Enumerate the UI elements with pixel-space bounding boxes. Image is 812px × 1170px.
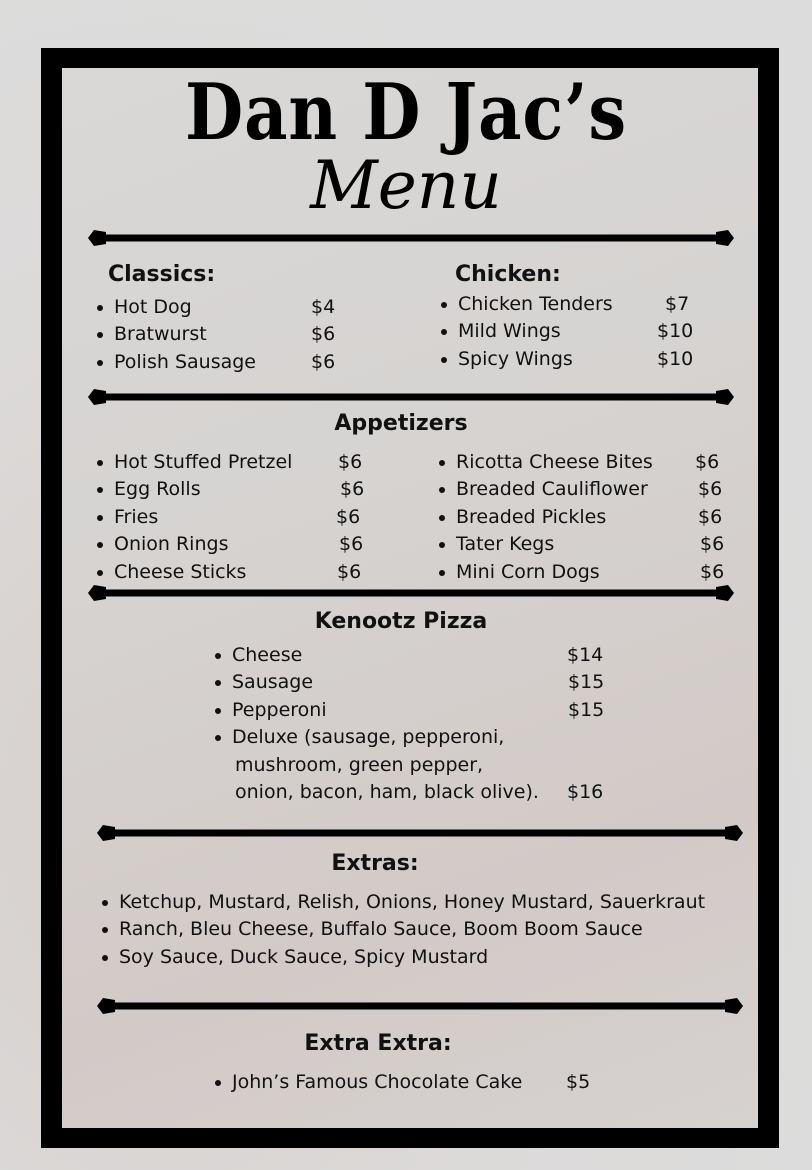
list-item	[213, 669, 613, 696]
item-name: Breaded Pickles	[456, 505, 607, 528]
item-price: $15	[568, 671, 605, 694]
restaurant-name: Dan D Jac’s	[185, 67, 627, 158]
list-item	[439, 318, 709, 345]
list-item	[437, 531, 737, 558]
list-item	[95, 476, 385, 503]
pizza-heading: Kenootz Pizza	[314, 609, 488, 634]
list-item: Ranch, Bleu Cheese, Buffalo Sauce, Boom Boom Sauce	[100, 916, 740, 943]
item-name: Pepperoni	[232, 698, 327, 721]
list-item: Soy Sauce, Duck Sauce, Spicy Mustard	[100, 944, 740, 971]
item-price: $7	[665, 293, 690, 315]
item-price: $6	[700, 560, 725, 583]
item-name: Hot Dog	[114, 296, 192, 318]
extras-list	[100, 889, 740, 971]
list-item	[213, 642, 613, 669]
list-item	[95, 294, 355, 321]
item-name: Fries	[114, 505, 159, 528]
chicken-list	[439, 291, 709, 373]
item-name: Polish Sausage	[114, 350, 256, 373]
list-item: Ketchup, Mustard, Relish, Onions, Honey Mustard, Sauerkraut	[100, 889, 740, 916]
divider-3	[88, 583, 734, 603]
divider-4	[97, 823, 743, 843]
list-item	[437, 559, 737, 586]
item-price: $6	[695, 451, 720, 473]
item-name: Cheese	[232, 644, 303, 666]
divider-5	[97, 996, 743, 1016]
item-name: Cheese Sticks	[114, 560, 247, 583]
item-price: $6	[337, 560, 362, 583]
extras-heading: Extras:	[331, 851, 419, 876]
item-name: Mini Corn Dogs	[456, 560, 600, 583]
item-price: $4	[311, 296, 336, 318]
menu-title: Menu	[310, 147, 502, 224]
deluxe-line-2: mushroom, green pepper,	[235, 753, 484, 776]
item-name: Egg Rolls	[114, 478, 201, 501]
list-item	[439, 346, 709, 373]
item-name: Onion Rings	[114, 533, 229, 556]
item-price: $14	[567, 644, 604, 666]
item-price: $6	[700, 533, 725, 556]
item-price: $10	[657, 347, 694, 370]
item-price: $6	[338, 451, 363, 473]
divider-1	[88, 228, 734, 248]
classics-heading: Classics:	[108, 262, 216, 287]
item-name: Chicken Tenders	[458, 293, 613, 315]
list-item	[95, 559, 385, 586]
list-item	[213, 1069, 613, 1096]
list-item	[437, 476, 737, 503]
item-price: $6	[336, 505, 361, 528]
item-name: Bratwurst	[114, 323, 207, 346]
item-price: $6	[311, 350, 336, 373]
list-item	[95, 449, 385, 476]
list-item	[213, 697, 613, 724]
item-name: Ricotta Cheese Bites	[456, 451, 653, 473]
list-item	[437, 449, 737, 476]
item-price: $6	[340, 478, 365, 501]
list-item	[213, 724, 613, 806]
extra-extra-list	[213, 1069, 613, 1096]
item-name: Mild Wings	[458, 320, 561, 343]
item-price: $16	[567, 781, 604, 804]
item-name: Spicy Wings	[458, 347, 573, 370]
item-price: $6	[339, 533, 364, 556]
item-price: $6	[698, 505, 723, 528]
list-item	[95, 321, 355, 348]
item-price: $15	[568, 698, 605, 721]
list-item	[437, 504, 737, 531]
chicken-heading: Chicken:	[455, 262, 561, 287]
item-price: $5	[566, 1071, 591, 1093]
deluxe-line-3: onion, bacon, ham, black olive).	[235, 781, 539, 804]
pizza-list	[213, 642, 613, 806]
item-name: Sausage	[232, 671, 314, 694]
deluxe-line-3-row	[232, 779, 613, 806]
list-item	[95, 349, 355, 376]
item-name: Breaded Cauliflower	[456, 478, 648, 501]
divider-2	[88, 387, 734, 407]
list-item	[95, 531, 385, 558]
list-item	[439, 291, 709, 318]
item-name: Hot Stuffed Pretzel	[114, 451, 293, 473]
item-name: John’s Famous Chocolate Cake	[232, 1071, 523, 1093]
extra-extra-heading: Extra Extra:	[304, 1031, 452, 1056]
item-price: $10	[657, 320, 694, 343]
deluxe-line-1: Deluxe (sausage, pepperoni,	[232, 726, 505, 749]
appetizers-right-list	[437, 449, 737, 586]
item-name: Tater Kegs	[456, 533, 555, 556]
appetizers-heading: Appetizers	[334, 411, 468, 436]
list-item	[95, 504, 385, 531]
classics-list	[95, 294, 355, 376]
item-price: $6	[311, 323, 336, 346]
item-price: $6	[698, 478, 723, 501]
appetizers-left-list	[95, 449, 385, 586]
